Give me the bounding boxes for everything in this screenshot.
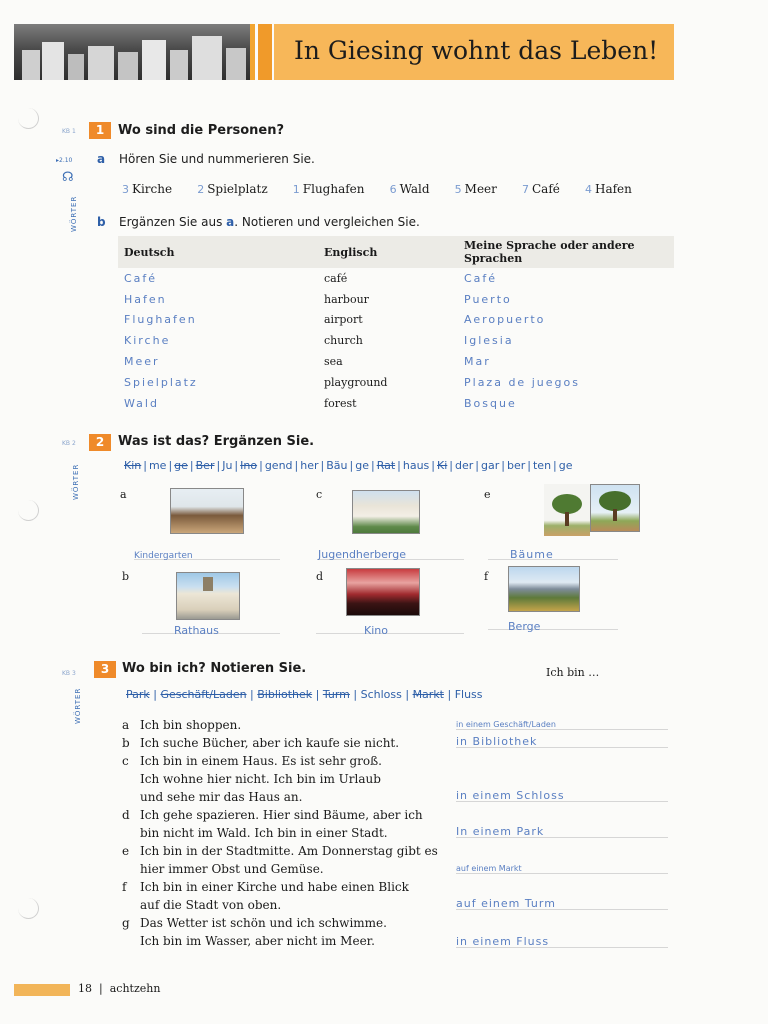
place-word: Geschäft/Laden <box>160 688 247 701</box>
table-row: Spielplatz playground Plaza de juegos <box>124 375 580 389</box>
word-item: 4 Hafen <box>584 182 632 196</box>
sentence-line <box>122 788 438 806</box>
sentence-letter: e <box>122 844 130 858</box>
footer-tag <box>14 984 70 996</box>
exercise-title: Wo bin ich? Notieren Sie. <box>122 661 307 676</box>
syllable: gend <box>264 459 293 472</box>
sub-letter-a: a <box>97 152 106 166</box>
separator: | <box>501 459 505 472</box>
picture-letter: c <box>316 488 323 501</box>
answer-line[interactable] <box>456 784 668 802</box>
answer-line[interactable]: Bäume <box>488 543 618 560</box>
separator: | <box>553 459 557 472</box>
sentence-text: Ich bin shoppen. <box>140 718 242 732</box>
sentence-text: Das Wetter ist schön und ich schwimme. <box>140 916 387 930</box>
tree-photo <box>590 484 640 532</box>
separator: | <box>349 688 361 701</box>
syllable: Bäu <box>326 459 348 472</box>
table-header: Englisch <box>318 236 458 268</box>
sentence-line <box>122 752 438 770</box>
sentence-letter: d <box>122 808 130 822</box>
woerter-tag: WÖRTER <box>70 195 78 232</box>
kindergarten-photo <box>170 488 244 534</box>
word-item: 5 Meer <box>454 182 497 196</box>
sentence-line <box>122 914 438 932</box>
sentence-letter: c <box>122 754 129 768</box>
instruction-b: Ergänzen Sie aus a. Notieren und vergleichen Sie. <box>119 215 420 229</box>
picture-letter: e <box>484 488 491 501</box>
syllable: Ju <box>222 459 233 472</box>
page-title: In Giesing wohnt das Leben! <box>294 36 659 65</box>
kb-reference: KB 2 <box>62 440 76 447</box>
header-stripe <box>250 24 255 80</box>
answer-line[interactable] <box>456 820 668 838</box>
sentence-line <box>122 878 438 896</box>
place-word: Park <box>126 688 150 701</box>
place-word: Bibliothek <box>257 688 313 701</box>
sentence-line <box>122 842 438 860</box>
separator: | <box>246 688 258 701</box>
separator: | <box>168 459 173 472</box>
separator: | <box>444 688 455 701</box>
handwritten-answer: in einem Geschäft/Laden <box>456 720 556 729</box>
kb-reference: KB 1 <box>62 128 76 135</box>
word-item: 2 Spielplatz <box>197 182 268 196</box>
sentence-text: Ich gehe spazieren. Hier sind Bäume, aber ich <box>140 808 423 822</box>
punch-hole <box>18 898 39 919</box>
place-word: Markt <box>412 688 444 701</box>
syllable: ge <box>355 459 369 472</box>
syllable: der <box>455 459 474 472</box>
sentence-text: hier immer Obst und Gemüse. <box>140 862 324 876</box>
cinema-photo <box>346 568 420 616</box>
answer-line[interactable] <box>456 712 668 730</box>
sentence-line <box>122 824 438 842</box>
table-row: Flughafen airport Aeropuerto <box>124 313 546 327</box>
audio-track: ▸2.10 <box>56 157 73 164</box>
syllable: ge <box>174 459 188 472</box>
tree-photo <box>544 484 590 536</box>
handwritten-answer: auf einem Markt <box>456 864 522 873</box>
exercise-number: 2 <box>89 434 111 451</box>
sentence-text: Ich bin in einem Haus. Es ist sehr groß. <box>140 754 382 768</box>
woerter-tag: WÖRTER <box>74 687 82 724</box>
separator: | <box>143 459 147 472</box>
kb-reference: KB 3 <box>62 670 76 677</box>
answer-line[interactable]: Berge <box>488 615 618 630</box>
sentence-text: Ich bin in einer Kirche und habe einen Blick <box>140 880 409 894</box>
syllable: gar <box>481 459 500 472</box>
sentence-text: Ich bin in der Stadtmitte. Am Donnerstag gibt es <box>140 844 438 858</box>
handwritten-answer: in einem Fluss <box>456 935 550 948</box>
separator: | <box>312 688 323 701</box>
handwritten-answer: in Bibliothek <box>456 735 538 748</box>
separator: | <box>320 459 325 472</box>
sentence-text: bin nicht im Wald. Ich bin in einer Stadt. <box>140 826 388 840</box>
punch-hole <box>18 500 39 521</box>
table-row: Hafen harbour Puerto <box>124 292 512 306</box>
syllable: Ber <box>195 459 215 472</box>
sentence-letter: a <box>122 718 130 732</box>
table-row: Meer sea Mar <box>124 355 491 369</box>
sentence-line <box>122 860 438 878</box>
place-word: Schloss <box>360 688 402 701</box>
place-word: Turm <box>322 688 350 701</box>
syllable: her <box>300 459 319 472</box>
place-word: Fluss <box>454 688 483 701</box>
answer-line[interactable]: Jugendherberge <box>318 543 464 560</box>
sentence-text: Ich bin im Wasser, aber nicht im Meer. <box>140 934 375 948</box>
syllable: ge <box>558 459 573 472</box>
syllable: Ki <box>437 459 448 472</box>
sentence-text: und sehe mir das Haus an. <box>140 790 303 804</box>
word-list <box>122 178 652 197</box>
table-row: Kirche church Iglesia <box>124 334 514 348</box>
sentence-line <box>122 716 438 734</box>
syllable: me <box>148 459 167 472</box>
separator: | <box>294 459 299 472</box>
picture-letter: a <box>120 488 127 501</box>
answer-line[interactable]: Kino <box>316 619 464 634</box>
table-row: Wald forest Bosque <box>124 396 517 410</box>
syllable: Ino <box>240 459 258 472</box>
handwritten-answer: In einem Park <box>456 825 545 838</box>
handwritten-answer: auf einem Turm <box>456 897 556 910</box>
syllable: ten <box>532 459 552 472</box>
sentence-line <box>122 734 438 752</box>
separator: | <box>527 459 531 472</box>
exercise-number: 3 <box>94 661 116 678</box>
separator: | <box>431 459 436 472</box>
separator: | <box>259 459 263 472</box>
answer-line[interactable] <box>456 930 668 948</box>
sentence-line <box>122 806 438 824</box>
syllable: Rat <box>376 459 396 472</box>
answer-line[interactable]: Kindergarten <box>134 543 280 560</box>
sentence-text: auf die Stadt von oben. <box>140 898 282 912</box>
sentence-letter: b <box>122 736 130 750</box>
table-header-row <box>118 236 674 268</box>
sentence-text: Ich wohne hier nicht. Ich bin im Urlaub <box>140 772 381 786</box>
audio-icon: ☊ <box>62 170 74 185</box>
table-header: Meine Sprache oder andere Sprachen <box>458 236 674 268</box>
sentence-text: Ich suche Bücher, aber ich kaufe sie nicht. <box>140 736 400 750</box>
separator: | <box>216 459 221 472</box>
syllable: ber <box>506 459 526 472</box>
separator: | <box>189 459 194 472</box>
sentence-line <box>122 896 438 914</box>
exercise-title: Was ist das? Ergänzen Sie. <box>118 434 315 449</box>
mountains-photo <box>508 566 580 612</box>
word-item: 3 Kirche <box>122 182 173 196</box>
word-item: 6 Wald <box>389 182 430 196</box>
instruction-a: Hören Sie und nummerieren Sie. <box>119 152 315 166</box>
page-number: 18 | achtzehn <box>78 982 161 995</box>
picture-letter: d <box>316 570 324 583</box>
answer-line[interactable]: Rathaus <box>142 619 280 634</box>
syllable-list <box>124 459 573 472</box>
youth-hostel-photo <box>352 490 420 534</box>
exercise-title: Wo sind die Personen? <box>118 123 285 138</box>
word-item: 1 Flughafen <box>292 182 365 196</box>
separator: | <box>397 459 401 472</box>
vocab-table <box>118 236 674 414</box>
table-row: Café café Café <box>124 271 498 285</box>
header-photo <box>14 24 250 80</box>
separator: | <box>149 688 161 701</box>
answer-line[interactable] <box>456 856 668 874</box>
separator: | <box>349 459 354 472</box>
answer-line[interactable] <box>456 892 668 910</box>
header-stripe <box>258 24 272 80</box>
sentence-line <box>122 770 438 788</box>
separator: | <box>449 459 454 472</box>
ich-bin-label: Ich bin … <box>546 666 600 679</box>
syllable: haus <box>402 459 430 472</box>
answer-line[interactable] <box>456 730 668 748</box>
sentence-list <box>122 716 438 950</box>
separator: | <box>370 459 375 472</box>
sentence-line <box>122 932 438 950</box>
word-item: 7 Café <box>522 182 560 196</box>
woerter-tag: WÖRTER <box>72 463 80 500</box>
punch-hole <box>18 108 39 129</box>
town-hall-photo <box>176 572 240 620</box>
exercise-number: 1 <box>89 122 111 139</box>
separator: | <box>401 688 413 701</box>
sentence-letter: f <box>122 880 127 894</box>
picture-letter: f <box>484 570 489 583</box>
separator: | <box>234 459 239 472</box>
table-header: Deutsch <box>118 236 318 268</box>
sentence-letter: g <box>122 916 130 930</box>
place-list <box>126 688 483 701</box>
syllable: Kin <box>124 459 142 472</box>
separator: | <box>475 459 480 472</box>
sub-letter-b: b <box>97 215 106 229</box>
picture-letter: b <box>122 570 130 583</box>
handwritten-answer: in einem Schloss <box>456 789 565 802</box>
